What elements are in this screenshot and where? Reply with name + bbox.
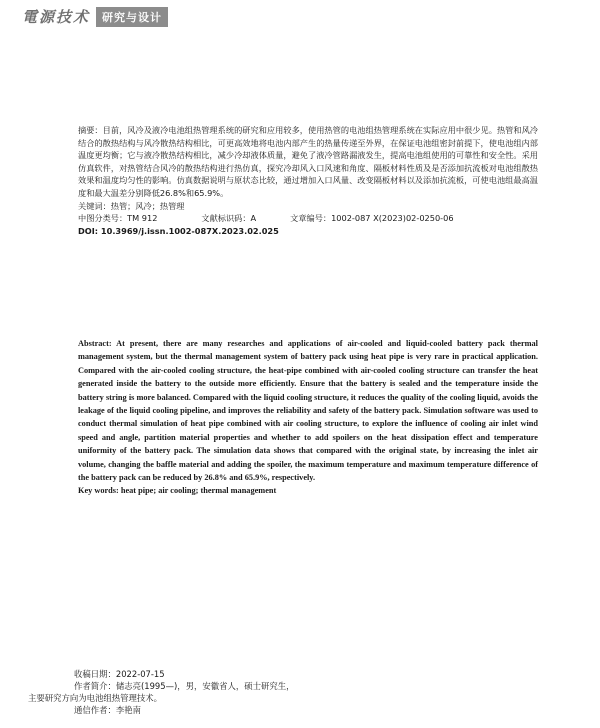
english-keywords: Key words: heat pipe; air cooling; thermal management [78,486,277,496]
author-bio-line1: 作者简介：储志亮(1995—)，男，安徽省人，硕士研究生， [74,681,295,691]
english-abstract-block [78,337,538,498]
corresponding-author: 通信作者：李艳南 [74,705,141,715]
article-number: 文章编号：1002-087 X(2023)02-0250-06 [290,213,454,224]
classification-row [78,212,538,225]
doi: DOI: 10.3969/j.issn.1002-087X.2023.02.025 [78,225,279,236]
chinese-abstract: 摘要：目前，风冷及液冷电池组热管理系统的研究和应用较多，使用热管的电池组热管理系统在实际应用中很少见。热管和风冷结合的散热结构与风冷散热结构相比，可更高效地将电池内部产生的热量传递至外界，在保证电池组密封前提下，使电池组内部温度更均衡；它与液冷散热结构相比，减少冷却液体质量，避免了液冷管路漏液发生，提高电池组使用的可靠性和安全性。采用仿真软件，对热管结合风冷的散热结构进行热仿真，探究冷却风入口风速和角度、隔板材料性质及是否添加抗流板对电池组散热效果和温度均匀性的影响。仿真数据说明与原状态比较，通过增加入口风量、改变隔板材料以及添加抗流板，可使电池组最高温度和最大温差分别降低26.8%和65.9%。 [78,125,538,198]
english-abstract: Abstract: At present, there are many researches and applications of air-cooled and liquid-cooled battery pack thermal management system, but the thermal management system of battery pack using heat pipe is very rare in practical application. Compared with the air-cooled cooling structure, the heat-pipe combined with air-cooled cooling structure can transfer the heat generated inside the battery to the outside more efficiently. Ensure that the battery is sealed and the temperature inside the battery string is more balanced. Compared with the liquid cooling structure, it reduces the quality of the cooling liquid, avoids the leakage of the liquid cooling pipeline, and improves the reliability and safety of the battery pack. Simulation software was used to conduct thermal simulation of heat pipe combined with air cooling structure, to explore the influence of cooling air inlet wind speed and angle, partition material properties and whether to add spoilers on the heat dissipation effect and temperature uniformity of the battery pack. The simulation data shows that compared with the original state, by increasing the inlet air volume, changing the baffle material and adding the spoiler, the maximum temperature and maximum temperature difference of the battery pack can be reduced by 26.8% and 65.9%, respectively. [78,339,538,483]
footnote [28,668,568,716]
page-header [22,6,168,27]
author-bio-line2: 主要研究方向为电池组热管理技术。 [28,693,162,703]
chinese-keywords: 关键词：热管；风冷；热管理 [78,200,185,211]
column-badge: 研究与设计 [96,7,168,27]
chinese-abstract-block [78,124,538,237]
journal-name: 電源技术 [22,8,91,26]
received-date: 收稿日期：2022-07-15 [74,669,165,679]
clc-number: 中图分类号：TM 912 [78,213,158,224]
document-code: 文献标识码：A [201,213,257,224]
